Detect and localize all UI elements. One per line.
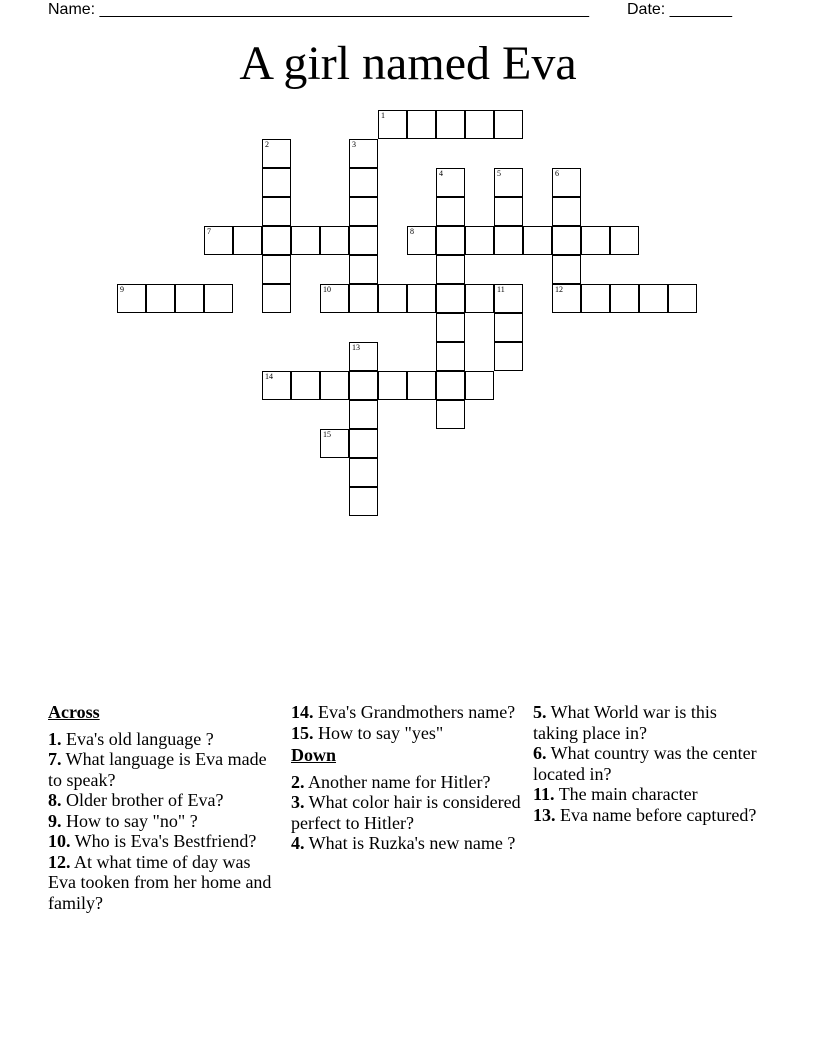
down-heading: Down — [291, 745, 337, 765]
clue-number-label: 15. — [291, 722, 314, 743]
across-heading: Across — [48, 702, 100, 722]
crossword-cell[interactable] — [436, 110, 465, 139]
clue-item — [48, 749, 278, 790]
clue-text: Another name for Hitler? — [304, 771, 491, 792]
name-field[interactable]: Name: _______________________________________________________ — [48, 1, 589, 18]
crossword-cell[interactable] — [494, 284, 523, 313]
clue-number: 6 — [555, 169, 559, 178]
clue-text: What color hair is considered perfect to Hitler? — [291, 792, 521, 833]
clue-number-label: 4. — [291, 833, 305, 853]
crossword-cell[interactable] — [436, 168, 465, 197]
clue-item — [533, 743, 763, 784]
crossword-cell[interactable] — [407, 226, 436, 255]
crossword-cell[interactable] — [552, 197, 581, 226]
clue-number: 14 — [265, 372, 273, 381]
crossword-cell[interactable] — [436, 400, 465, 429]
crossword-cell[interactable] — [262, 255, 291, 284]
crossword-cell[interactable] — [320, 226, 349, 255]
crossword-cell[interactable] — [175, 284, 204, 313]
clue-item — [291, 833, 521, 854]
clue-number: 7 — [207, 227, 211, 236]
clue-number-label: 3. — [291, 792, 305, 812]
clue-text: What World war is this taking place in? — [533, 702, 717, 743]
crossword-cell[interactable] — [349, 255, 378, 284]
clue-number-label: 2. — [291, 771, 305, 792]
crossword-cell[interactable] — [204, 226, 233, 255]
clue-number: 5 — [497, 169, 501, 178]
clue-number-label: 12. — [48, 851, 71, 872]
clues-column-3 — [533, 702, 763, 825]
crossword-cell[interactable] — [378, 110, 407, 139]
crossword-cell[interactable] — [610, 284, 639, 313]
clue-item — [48, 852, 278, 914]
crossword-cell[interactable] — [436, 342, 465, 371]
crossword-cell[interactable] — [610, 226, 639, 255]
crossword-cell[interactable] — [233, 226, 262, 255]
crossword-cell[interactable] — [668, 284, 697, 313]
page-title: A girl named Eva — [239, 37, 577, 90]
crossword-cell[interactable] — [349, 139, 378, 168]
clue-text: What is Ruzka's new name ? — [304, 833, 516, 853]
crossword-cell[interactable] — [494, 197, 523, 226]
clue-number: 15 — [323, 430, 331, 439]
crossword-cell[interactable] — [494, 110, 523, 139]
clue-item — [533, 784, 763, 805]
crossword-cell[interactable] — [349, 371, 378, 400]
crossword-cell[interactable] — [349, 226, 378, 255]
clue-number-label: 13. — [533, 804, 556, 825]
clue-text: Eva's old language ? — [61, 728, 214, 749]
crossword-cell[interactable] — [320, 284, 349, 313]
clue-number: 2 — [265, 140, 269, 149]
clue-number-label: 14. — [291, 702, 314, 722]
crossword-cell[interactable] — [494, 168, 523, 197]
clue-item — [291, 792, 521, 833]
clue-number-label: 1. — [48, 728, 62, 749]
clue-number-label: 9. — [48, 810, 62, 831]
clue-item — [291, 723, 521, 744]
clue-text: What country was the center located in? — [533, 743, 757, 784]
clue-item — [48, 811, 278, 832]
crossword-cell[interactable] — [581, 284, 610, 313]
crossword-cell[interactable] — [552, 168, 581, 197]
crossword-cell[interactable] — [436, 226, 465, 255]
crossword-cell[interactable] — [291, 226, 320, 255]
clue-number: 13 — [352, 343, 360, 352]
crossword-cell[interactable] — [349, 400, 378, 429]
crossword-cell[interactable] — [552, 226, 581, 255]
crossword-cell[interactable] — [494, 226, 523, 255]
crossword-cell[interactable] — [320, 429, 349, 458]
down-clue-list — [291, 772, 521, 854]
crossword-cell[interactable] — [552, 255, 581, 284]
clue-text: Eva's Grandmothers name? — [313, 702, 516, 722]
clue-number-label: 11. — [533, 784, 555, 804]
crossword-cell[interactable] — [262, 197, 291, 226]
crossword-cell[interactable] — [349, 458, 378, 487]
crossword-cell[interactable] — [349, 487, 378, 516]
crossword-cell[interactable] — [378, 284, 407, 313]
clue-number: 8 — [410, 227, 414, 236]
clue-text: Eva name before captured? — [555, 804, 757, 825]
clue-item — [48, 729, 278, 750]
clue-item — [533, 805, 763, 826]
crossword-cell[interactable] — [436, 284, 465, 313]
clue-text: At what time of day was Eva tooken from her home and family? — [48, 851, 272, 913]
clue-number: 9 — [120, 285, 124, 294]
crossword-cell[interactable] — [407, 110, 436, 139]
clue-item — [48, 831, 278, 852]
clue-number-label: 7. — [48, 749, 62, 769]
crossword-cell[interactable] — [436, 255, 465, 284]
crossword-cell[interactable] — [465, 226, 494, 255]
crossword-cell[interactable] — [146, 284, 175, 313]
crossword-cell[interactable] — [117, 284, 146, 313]
clue-text: What language is Eva made to speak? — [48, 749, 267, 790]
crossword-cell[interactable] — [436, 313, 465, 342]
clue-number-label: 6. — [533, 743, 547, 763]
crossword-cell[interactable] — [436, 197, 465, 226]
crossword-cell[interactable] — [262, 226, 291, 255]
crossword-cell[interactable] — [378, 371, 407, 400]
crossword-cell[interactable] — [320, 371, 349, 400]
across-clue-list — [48, 729, 278, 914]
crossword-cell[interactable] — [523, 226, 552, 255]
crossword-cell[interactable] — [494, 342, 523, 371]
crossword-cell[interactable] — [262, 168, 291, 197]
clue-text: How to say "yes" — [313, 722, 444, 743]
clue-item — [291, 772, 521, 793]
clue-text: The main character — [554, 784, 698, 804]
clue-number-label: 10. — [48, 831, 71, 851]
clues-column-1 — [48, 702, 278, 913]
crossword-cell[interactable] — [349, 342, 378, 371]
clue-number: 3 — [352, 140, 356, 149]
clue-number: 1 — [381, 111, 385, 120]
crossword-cell[interactable] — [262, 284, 291, 313]
clue-number-label: 5. — [533, 702, 547, 722]
crossword-cell[interactable] — [465, 110, 494, 139]
crossword-cell[interactable] — [262, 139, 291, 168]
clue-text: Older brother of Eva? — [61, 790, 224, 810]
clue-number-label: 8. — [48, 790, 62, 810]
clue-number: 11 — [497, 285, 505, 294]
crossword-cell[interactable] — [407, 284, 436, 313]
crossword-cell[interactable] — [436, 371, 465, 400]
clue-item — [48, 790, 278, 811]
crossword-cell[interactable] — [291, 371, 320, 400]
clue-number: 10 — [323, 285, 331, 294]
clues-column-2 — [291, 702, 521, 854]
crossword-cell[interactable] — [639, 284, 668, 313]
crossword-cell[interactable] — [465, 371, 494, 400]
down-clue-list-continued — [533, 702, 763, 825]
crossword-cell[interactable] — [494, 313, 523, 342]
date-field[interactable]: Date: _______ — [627, 1, 732, 18]
crossword-cell[interactable] — [349, 429, 378, 458]
crossword-cell[interactable] — [349, 168, 378, 197]
crossword-cell[interactable] — [407, 371, 436, 400]
crossword-cell[interactable] — [349, 284, 378, 313]
clue-number: 4 — [439, 169, 443, 178]
crossword-cell[interactable] — [552, 284, 581, 313]
crossword-cell[interactable] — [465, 284, 494, 313]
clue-text: Who is Eva's Bestfriend? — [70, 831, 257, 851]
clue-text: How to say "no" ? — [61, 810, 198, 831]
crossword-cell[interactable] — [349, 197, 378, 226]
clue-item — [291, 702, 521, 723]
clue-number: 12 — [555, 285, 563, 294]
across-clue-list-continued — [291, 702, 521, 743]
clue-item — [533, 702, 763, 743]
crossword-cell[interactable] — [581, 226, 610, 255]
crossword-cell[interactable] — [262, 371, 291, 400]
crossword-cell[interactable] — [204, 284, 233, 313]
